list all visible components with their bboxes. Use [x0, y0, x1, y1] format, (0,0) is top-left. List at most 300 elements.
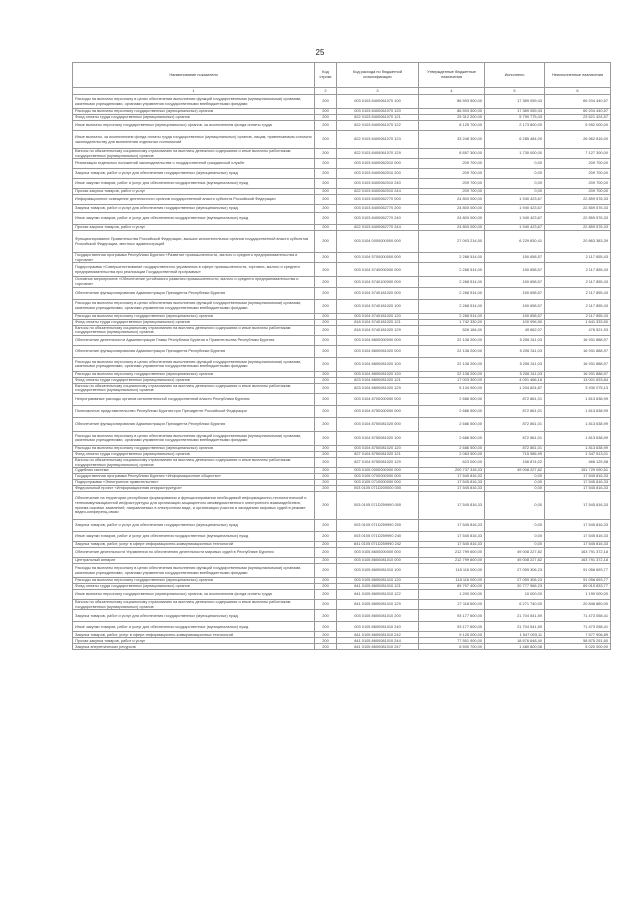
row-indicator-name: Фонд оплаты труда государственных (муниципальных) органов	[73, 584, 315, 590]
row-executed-amount: 156 874,02	[485, 457, 545, 467]
row-remaining-amount: 209 700,00	[545, 159, 611, 169]
column-number: 5	[485, 88, 545, 95]
row-line-code: 200	[315, 195, 337, 205]
row-budget-code: 003 0105 071D259990 240	[337, 532, 419, 542]
table-row	[73, 253, 611, 263]
header-budget-code: Код расхода по бюджетной классификации	[337, 63, 419, 88]
row-indicator-name: Иные выплаты персоналу государственных (муниципальных) органов, за исключением фонда оплаты труда	[73, 590, 315, 600]
row-line-code: 200	[315, 451, 337, 457]
row-budget-code: 841 0105 8600081010 129	[337, 600, 419, 610]
row-approved-amount: 86 593 500,00	[419, 95, 485, 109]
row-line-code: 200	[315, 299, 337, 313]
row-approved-amount: 17 545 816,33	[419, 480, 485, 486]
row-budget-code: 003 0103 8400062010 200	[337, 169, 419, 179]
row-indicator-name: Закупка товаров, работ, услуг в сфере информационно-коммуникационных технологий	[73, 542, 315, 548]
row-line-code: 200	[315, 468, 337, 474]
row-remaining-amount: 7 127 300,00	[545, 149, 611, 159]
row-remaining-amount: 17 545 816,33	[545, 532, 611, 542]
row-budget-code: 003 0104 8750081020 120	[337, 445, 419, 451]
row-budget-code: 003 0103 8400062010 000	[337, 159, 419, 169]
row-remaining-amount: 5 020 000,00	[545, 644, 611, 650]
row-budget-code: 003 0104 5740181020 120	[337, 313, 419, 319]
row-executed-amount: 0,00	[485, 159, 545, 169]
row-remaining-amount: 22 859 576,33	[545, 225, 611, 231]
row-approved-amount: 2 686 500,00	[419, 393, 485, 405]
row-remaining-amount: 1 641 333,50	[545, 319, 611, 325]
table-row	[73, 263, 611, 277]
row-line-code: 200	[315, 263, 337, 277]
row-budget-code: 003 0103 8400062770 200	[337, 205, 419, 213]
row-executed-amount: 6 229 830,41	[485, 231, 545, 253]
table-row	[73, 299, 611, 313]
row-indicator-name: Иные выплаты, за исключением фонда оплаты труда государственных (муниципальных) органов, лицам, привлекаемым согласно законодательству для выполнения отдельных полномочий	[73, 131, 315, 149]
row-approved-amount: 8 125 700,00	[419, 121, 485, 131]
row-remaining-amount: 1 347 513,01	[545, 451, 611, 457]
row-approved-amount: 24 800 000,00	[419, 205, 485, 213]
column-number: 2	[315, 88, 337, 95]
row-remaining-amount: 1 813 638,99	[545, 393, 611, 405]
row-line-code: 200	[315, 313, 337, 319]
row-budget-code: 822 0103 8400061070 121	[337, 115, 419, 121]
row-budget-code: 003 0105 8600081010 000	[337, 558, 419, 564]
row-indicator-name: Расходы на выплаты персоналу государственных (муниципальных) органов	[73, 445, 315, 451]
row-approved-amount: 2 268 514,00	[419, 299, 485, 313]
row-executed-amount: 715 986,99	[485, 451, 545, 457]
row-executed-amount: 21 704 541,59	[485, 622, 545, 632]
row-line-code: 200	[315, 474, 337, 480]
table-row	[73, 179, 611, 189]
row-line-code: 200	[315, 564, 337, 578]
row-approved-amount: 2 268 514,00	[419, 263, 485, 277]
table-row	[73, 357, 611, 371]
table-row	[73, 600, 611, 610]
table-header-row	[73, 63, 611, 88]
row-budget-code: 003 0105 0000000000 000	[337, 468, 419, 474]
table-row	[73, 417, 611, 431]
row-executed-amount: 150 658,57	[485, 277, 545, 287]
row-indicator-name: Фонд оплаты труда государственных (муниципальных) органов	[73, 377, 315, 383]
row-budget-code: 003 0104 8750081020 100	[337, 431, 419, 445]
table-row	[73, 277, 611, 287]
row-remaining-amount: 163 791 372,18	[545, 548, 611, 558]
row-line-code: 200	[315, 345, 337, 357]
row-executed-amount: 49 008 227,82	[485, 548, 545, 558]
row-executed-amount: 0,00	[485, 542, 545, 548]
row-approved-amount: 86 593 500,00	[419, 109, 485, 115]
table-row	[73, 325, 611, 335]
table-row	[73, 622, 611, 632]
table-row	[73, 121, 611, 131]
row-remaining-amount: 209 700,00	[545, 189, 611, 195]
row-executed-amount: 0,00	[485, 189, 545, 195]
row-approved-amount: 1 742 330,00	[419, 319, 485, 325]
row-indicator-name: Расходы на выплаты персоналу государственных (муниципальных) органов	[73, 109, 315, 115]
row-line-code: 200	[315, 417, 337, 431]
row-budget-code: 003 0105 071D259990 200	[337, 520, 419, 532]
table-row	[73, 431, 611, 445]
row-approved-amount: 27 118 600,00	[419, 600, 485, 610]
row-line-code: 200	[315, 109, 337, 115]
row-budget-code: 827 0104 8750081020 129	[337, 457, 419, 467]
row-budget-code: 003 0104 8800081020 100	[337, 357, 419, 371]
row-budget-code: 822 0103 8400061070 122	[337, 121, 419, 131]
row-remaining-amount: 91 056 693,77	[545, 564, 611, 578]
row-remaining-amount: 71 473 058,41	[545, 622, 611, 632]
row-line-code: 200	[315, 622, 337, 632]
row-executed-amount: 17 389 059,43	[485, 109, 545, 115]
row-line-code: 200	[315, 377, 337, 383]
row-executed-amount: 150 658,57	[485, 253, 545, 263]
row-line-code: 200	[315, 542, 337, 548]
row-approved-amount: 17 545 816,33	[419, 542, 485, 548]
row-remaining-amount: 7 577 906,89	[545, 632, 611, 638]
row-remaining-amount: 17 545 816,33	[545, 492, 611, 520]
row-line-code: 200	[315, 548, 337, 558]
row-budget-code: 003 0105 8600081010 120	[337, 578, 419, 584]
table-row	[73, 532, 611, 542]
row-line-code: 200	[315, 445, 337, 451]
row-line-code: 200	[315, 213, 337, 225]
row-executed-amount: 0,00	[485, 480, 545, 486]
table-row	[73, 492, 611, 520]
row-approved-amount: 17 545 816,33	[419, 532, 485, 542]
row-executed-amount: 0,00	[485, 532, 545, 542]
row-indicator-name: Закупка товаров, работ и услуг для обеспечения государственных (муниципальных) нужд	[73, 520, 315, 532]
row-executed-amount: 1 204 824,87	[485, 383, 545, 393]
row-indicator-name: Закупка товаров, работ и услуг для обеспечения государственных (муниципальных) нужд	[73, 610, 315, 622]
row-budget-code: 003 0104 0000000000 000	[337, 231, 419, 253]
row-remaining-amount: 2 117 855,43	[545, 299, 611, 313]
row-line-code: 200	[315, 590, 337, 600]
row-approved-amount: 27 093 214,50	[419, 231, 485, 253]
row-executed-amount: 20 777 566,23	[485, 584, 545, 590]
row-budget-code: 841 0105 8600081010 121	[337, 584, 419, 590]
row-indicator-name: Центральный аппарат	[73, 558, 315, 564]
row-remaining-amount: 3 930 075,13	[545, 383, 611, 393]
row-remaining-amount: 69 204 440,57	[545, 109, 611, 115]
row-executed-amount: 1 547 093,11	[485, 632, 545, 638]
row-executed-amount: 5 206 311,03	[485, 345, 545, 357]
row-approved-amount: 2 686 500,00	[419, 445, 485, 451]
row-approved-amount: 2 686 500,00	[419, 405, 485, 417]
row-line-code: 200	[315, 383, 337, 393]
row-remaining-amount: 1 813 638,99	[545, 431, 611, 445]
column-number: 4	[419, 88, 485, 95]
row-line-code: 200	[315, 610, 337, 622]
table-row	[73, 644, 611, 650]
row-indicator-name: Расходы на выплаты персоналу государственных (муниципальных) органов	[73, 578, 315, 584]
row-indicator-name: Обеспечение функционирования Администрации Президента Республики Бурятия	[73, 345, 315, 357]
row-approved-amount: 200 737 318,33	[419, 468, 485, 474]
header-executed: Исполнено	[485, 63, 545, 88]
row-line-code: 200	[315, 638, 337, 644]
row-indicator-name: Иные выплаты персоналу государственных (муниципальных) органов, за исключением фонда оплаты труда	[73, 121, 315, 131]
row-remaining-amount: 69 019 833,77	[545, 584, 611, 590]
table-row	[73, 169, 611, 179]
row-budget-code: 003 0105 0700000000 000	[337, 474, 419, 480]
row-line-code: 200	[315, 335, 337, 345]
row-line-code: 200	[315, 558, 337, 564]
row-line-code: 200	[315, 149, 337, 159]
row-remaining-amount: 476 521,93	[545, 325, 611, 335]
table-row	[73, 159, 611, 169]
row-remaining-amount: 17 545 816,33	[545, 480, 611, 486]
row-executed-amount: 872 861,01	[485, 417, 545, 431]
row-approved-amount: 29 312 200,00	[419, 115, 485, 121]
row-indicator-name: Судебная система	[73, 468, 315, 474]
row-indicator-name: Основное мероприятие «Обеспечение устойчивого развития промышленности, малого и среднего предпринимательства и торговли»	[73, 277, 315, 287]
row-budget-code: 841 0105 8600081010 247	[337, 644, 419, 650]
row-line-code: 200	[315, 486, 337, 492]
row-approved-amount: 8 857 300,00	[419, 149, 485, 159]
row-executed-amount: 1 940 423,67	[485, 195, 545, 205]
row-indicator-name: Взносы по обязательному социальному страхованию на выплаты денежного содержания и иные выплаты работникам государственных (муниципальных) органов	[73, 325, 315, 335]
row-approved-amount: 17 545 816,33	[419, 474, 485, 480]
row-indicator-name: Функционирование Правительства Российской Федерации, высших исполнительных органов государственной власти субъектов Российской Федерации, местных администраций	[73, 231, 315, 253]
row-executed-amount: 150 658,57	[485, 299, 545, 313]
row-indicator-name: Обеспечение на территории республики формирования и функционирования необходимой информационно-технологической и телекоммуникационной инфраструктуры для организации защищенного межведомственного электронного взаимодействия, приема исковых заявлений, направляемых в электронном виде, и организации участия в заседаниях мировых судей в режиме видео-конференц-связи	[73, 492, 315, 520]
row-line-code: 200	[315, 371, 337, 377]
row-indicator-name: Информационное освещение деятельности органов государственной власти субъекта Российской Федерации	[73, 195, 315, 205]
table-row	[73, 610, 611, 622]
row-executed-amount: 27 059 306,23	[485, 578, 545, 584]
row-remaining-amount: 1 813 638,99	[545, 405, 611, 417]
table-row	[73, 345, 611, 357]
table-row	[73, 590, 611, 600]
row-remaining-amount: 5 952 000,00	[545, 121, 611, 131]
row-indicator-name: Подпрограмма «Совершенствование государственного управления в сфере промышленности, торговли, малого и среднего предпринимательства при реализации Государственной программы»	[73, 263, 315, 277]
row-approved-amount: 22 138 200,00	[419, 371, 485, 377]
row-budget-code: 003 0103 8400061070 120	[337, 109, 419, 115]
row-indicator-name: Фонд оплаты труда государственных (муниципальных) органов	[73, 115, 315, 121]
row-approved-amount: 33 248 300,00	[419, 131, 485, 149]
row-line-code: 200	[315, 584, 337, 590]
row-executed-amount: 5 206 311,03	[485, 371, 545, 377]
row-remaining-amount: 17 545 816,33	[545, 520, 611, 532]
row-remaining-amount: 2 117 855,43	[545, 263, 611, 277]
row-line-code: 200	[315, 205, 337, 213]
row-approved-amount: 209 700,00	[419, 159, 485, 169]
row-indicator-name: Обеспечение деятельности Администрации Главы Республики Бурятия и Правительства Республики Бурятия	[73, 335, 315, 345]
row-line-code: 200	[315, 319, 337, 325]
row-remaining-amount: 1 190 000,00	[545, 590, 611, 600]
table-row	[73, 383, 611, 393]
row-budget-code: 003 0103 8400062770 000	[337, 195, 419, 205]
row-line-code: 200	[315, 632, 337, 638]
row-executed-amount: 6 285 484,00	[485, 131, 545, 149]
row-budget-code: 003 0104 8800000000 000	[337, 335, 419, 345]
row-budget-code: 003 0103 8400062770 240	[337, 213, 419, 225]
row-approved-amount: 17 545 816,33	[419, 520, 485, 532]
row-remaining-amount: 2 117 855,43	[545, 313, 611, 319]
row-budget-code: 003 0103 8400062010 240	[337, 179, 419, 189]
row-remaining-amount: 16 931 888,97	[545, 357, 611, 371]
row-indicator-name: Подпрограмма «Электронное правительство»	[73, 480, 315, 486]
row-budget-code: 822 0103 8400061070 129	[337, 149, 419, 159]
row-executed-amount: 18 676 648,40	[485, 638, 545, 644]
row-remaining-amount: 163 791 372,18	[545, 558, 611, 564]
row-line-code: 200	[315, 405, 337, 417]
row-approved-amount: 1 200 000,00	[419, 590, 485, 600]
row-remaining-amount: 22 859 576,33	[545, 213, 611, 225]
row-remaining-amount: 69 204 440,57	[545, 95, 611, 109]
row-executed-amount: 0,00	[485, 474, 545, 480]
header-indicator-name: Наименование показателя	[73, 63, 315, 88]
row-executed-amount: 0,00	[485, 486, 545, 492]
row-budget-code: 003 0105 8600000000 000	[337, 548, 419, 558]
row-remaining-amount: 22 859 576,33	[545, 195, 611, 205]
column-number-row	[73, 88, 611, 95]
row-line-code: 200	[315, 131, 337, 149]
row-indicator-name: Расходы на выплаты персоналу в целях обеспечения выполнения функций государственными (муниципальными) органами, казенными учреждениями, органами управления государственными внебюджетными фондами	[73, 431, 315, 445]
row-executed-amount: 49 662,07	[485, 325, 545, 335]
row-remaining-amount: 58 875 251,60	[545, 638, 611, 644]
row-line-code: 200	[315, 231, 337, 253]
row-indicator-name: Фонд оплаты труда государственных (муниципальных) органов	[73, 451, 315, 457]
row-indicator-name: Закупка товаров, работ, услуг в сфере информационно-коммуникационных технологий	[73, 632, 315, 638]
table-row	[73, 335, 611, 345]
row-line-code: 200	[315, 457, 337, 467]
row-budget-code: 003 0105 8600081010 200	[337, 610, 419, 622]
row-indicator-name: Иные закупки товаров, работ и услуг для обеспечения государственных (муниципальных) нужд	[73, 179, 315, 189]
row-remaining-amount: 16 931 888,97	[545, 335, 611, 345]
row-executed-amount: 4 001 466,16	[485, 377, 545, 383]
row-indicator-name: Взносы по обязательному социальному страхованию на выплаты денежного содержания и иные выплаты работникам государственных (муниципальных) органов	[73, 383, 315, 393]
row-remaining-amount: 17 545 816,33	[545, 474, 611, 480]
row-budget-code: 003 0104 5740000000 000	[337, 263, 419, 277]
row-line-code: 200	[315, 480, 337, 486]
row-executed-amount: 872 861,01	[485, 393, 545, 405]
row-line-code: 200	[315, 189, 337, 195]
row-line-code: 200	[315, 532, 337, 542]
row-line-code: 200	[315, 159, 337, 169]
row-remaining-amount: 2 117 855,43	[545, 277, 611, 287]
row-executed-amount: 0,00	[485, 520, 545, 532]
row-indicator-name: Закупка энергетических ресурсов	[73, 644, 315, 650]
row-budget-code: 003 0104 5700000000 000	[337, 253, 419, 263]
row-approved-amount: 24 800 000,00	[419, 225, 485, 231]
row-approved-amount: 22 138 200,00	[419, 335, 485, 345]
column-number: 1	[73, 88, 315, 95]
table-row	[73, 287, 611, 299]
row-indicator-name: Закупка товаров, работ и услуг для обеспечения государственных (муниципальных) нужд	[73, 205, 315, 213]
row-indicator-name: Государственная программа Республики Бурятия «Развитие промышленности, малого и среднего предпринимательства и торговли»	[73, 253, 315, 263]
row-approved-amount: 93 177 600,00	[419, 610, 485, 622]
row-budget-code: 822 0103 8400062770 244	[337, 225, 419, 231]
header-line-code: Код строки	[315, 63, 337, 88]
row-remaining-amount: 71 473 058,41	[545, 610, 611, 622]
row-executed-amount: 0,00	[485, 179, 545, 189]
row-executed-amount: 150 658,57	[485, 287, 545, 299]
row-line-code: 200	[315, 95, 337, 109]
table-row	[73, 393, 611, 405]
row-executed-amount: 5 206 311,03	[485, 335, 545, 345]
row-remaining-amount: 13 001 833,84	[545, 377, 611, 383]
row-approved-amount: 209 700,00	[419, 189, 485, 195]
row-approved-amount: 2 268 514,00	[419, 313, 485, 319]
row-executed-amount: 1 730 000,00	[485, 149, 545, 159]
row-indicator-name: Взносы по обязательному социальному страхованию на выплаты денежного содержания и иные выплаты работникам государственных (муниципальных) органов	[73, 600, 315, 610]
row-indicator-name: Закупка товаров, работ и услуг для обеспечения государственных (муниципальных) нужд	[73, 169, 315, 179]
row-line-code: 200	[315, 600, 337, 610]
table-row	[73, 520, 611, 532]
row-approved-amount: 209 700,00	[419, 169, 485, 179]
row-indicator-name: Прочая закупка товаров, работ и услуг	[73, 225, 315, 231]
row-approved-amount: 623 000,00	[419, 457, 485, 467]
header-remaining: Неисполненные назначения	[545, 63, 611, 88]
row-approved-amount: 6 500 700,00	[419, 644, 485, 650]
row-line-code: 200	[315, 287, 337, 299]
row-remaining-amount: 2 117 855,43	[545, 253, 611, 263]
row-executed-amount: 49 008 227,82	[485, 558, 545, 564]
row-indicator-name: Непрограммные расходы органов исполнительной государственной власти Республики Бурятия	[73, 393, 315, 405]
row-approved-amount: 212 799 600,00	[419, 558, 485, 564]
table-row	[73, 131, 611, 149]
row-approved-amount: 93 177 600,00	[419, 622, 485, 632]
table-row	[73, 548, 611, 558]
table-row	[73, 149, 611, 159]
row-indicator-name: Расходы на выплаты персоналу государственных (муниципальных) органов	[73, 313, 315, 319]
row-indicator-name: Прочая закупка товаров, работ и услуг	[73, 189, 315, 195]
row-line-code: 200	[315, 431, 337, 445]
row-approved-amount: 22 138 200,00	[419, 345, 485, 357]
row-line-code: 200	[315, 357, 337, 371]
row-line-code: 200	[315, 115, 337, 121]
row-approved-amount: 89 797 400,00	[419, 584, 485, 590]
row-indicator-name: Расходы на выплаты персоналу в целях обеспечения выполнения функций государственными (муниципальными) органами, казенными учреждениями, органами управления государственными внебюджетными фондами	[73, 564, 315, 578]
row-indicator-name: Реализация отдельных положений законодательства о государственной гражданской службе	[73, 159, 315, 169]
row-approved-amount: 24 800 000,00	[419, 195, 485, 205]
row-remaining-amount: 151 729 090,51	[545, 468, 611, 474]
row-indicator-name: Взносы по обязательному социальному страхованию на выплаты денежного содержания и иные выплаты работникам государственных (муниципальных) органов	[73, 149, 315, 159]
row-budget-code: 003 0104 5740100000 000	[337, 277, 419, 287]
row-budget-code: 003 0103 8400061070 100	[337, 95, 419, 109]
row-budget-code: 003 0104 5740181020 100	[337, 299, 419, 313]
row-executed-amount: 2 173 800,00	[485, 121, 545, 131]
row-executed-amount: 5 790 775,43	[485, 115, 545, 121]
row-indicator-name: Фонд оплаты труда государственных (муниципальных) органов	[73, 319, 315, 325]
row-budget-code: 003 0104 8750081020 000	[337, 417, 419, 431]
row-budget-code: 003 0105 0710000000 000	[337, 480, 419, 486]
row-line-code: 200	[315, 393, 337, 405]
row-executed-amount: 0,00	[485, 492, 545, 520]
row-approved-amount: 2 268 514,00	[419, 287, 485, 299]
row-approved-amount: 77 551 900,00	[419, 638, 485, 644]
row-budget-code: 003 0104 8800081020 000	[337, 345, 419, 357]
row-approved-amount: 2 063 500,00	[419, 451, 485, 457]
row-indicator-name: Обеспечение деятельности Управления по обеспечению деятельности мировых судей в Республике Бурятия	[73, 548, 315, 558]
row-approved-amount: 24 800 000,00	[419, 213, 485, 225]
row-line-code: 200	[315, 169, 337, 179]
row-executed-amount: 872 861,01	[485, 405, 545, 417]
row-approved-amount: 22 138 200,00	[419, 357, 485, 371]
row-approved-amount: 2 268 514,00	[419, 253, 485, 263]
row-executed-amount: 6 271 740,00	[485, 600, 545, 610]
row-executed-amount: 1 940 423,67	[485, 213, 545, 225]
row-executed-amount: 872 861,01	[485, 445, 545, 451]
row-approved-amount: 526 184,00	[419, 325, 485, 335]
row-indicator-name: Расходы на выплаты персоналу государственных (муниципальных) органов	[73, 371, 315, 377]
row-indicator-name: Иные закупки товаров, работ и услуг для обеспечения государственных (муниципальных) нужд	[73, 532, 315, 542]
column-number: 3	[337, 88, 419, 95]
row-remaining-amount: 23 521 424,57	[545, 115, 611, 121]
row-budget-code: 841 0105 8600081010 244	[337, 638, 419, 644]
row-approved-amount: 17 545 816,33	[419, 492, 485, 520]
row-approved-amount: 2 268 514,00	[419, 277, 485, 287]
row-budget-code: 822 0103 8400062010 244	[337, 189, 419, 195]
row-remaining-amount: 20 846 860,00	[545, 600, 611, 610]
row-remaining-amount: 20 863 383,39	[545, 231, 611, 253]
